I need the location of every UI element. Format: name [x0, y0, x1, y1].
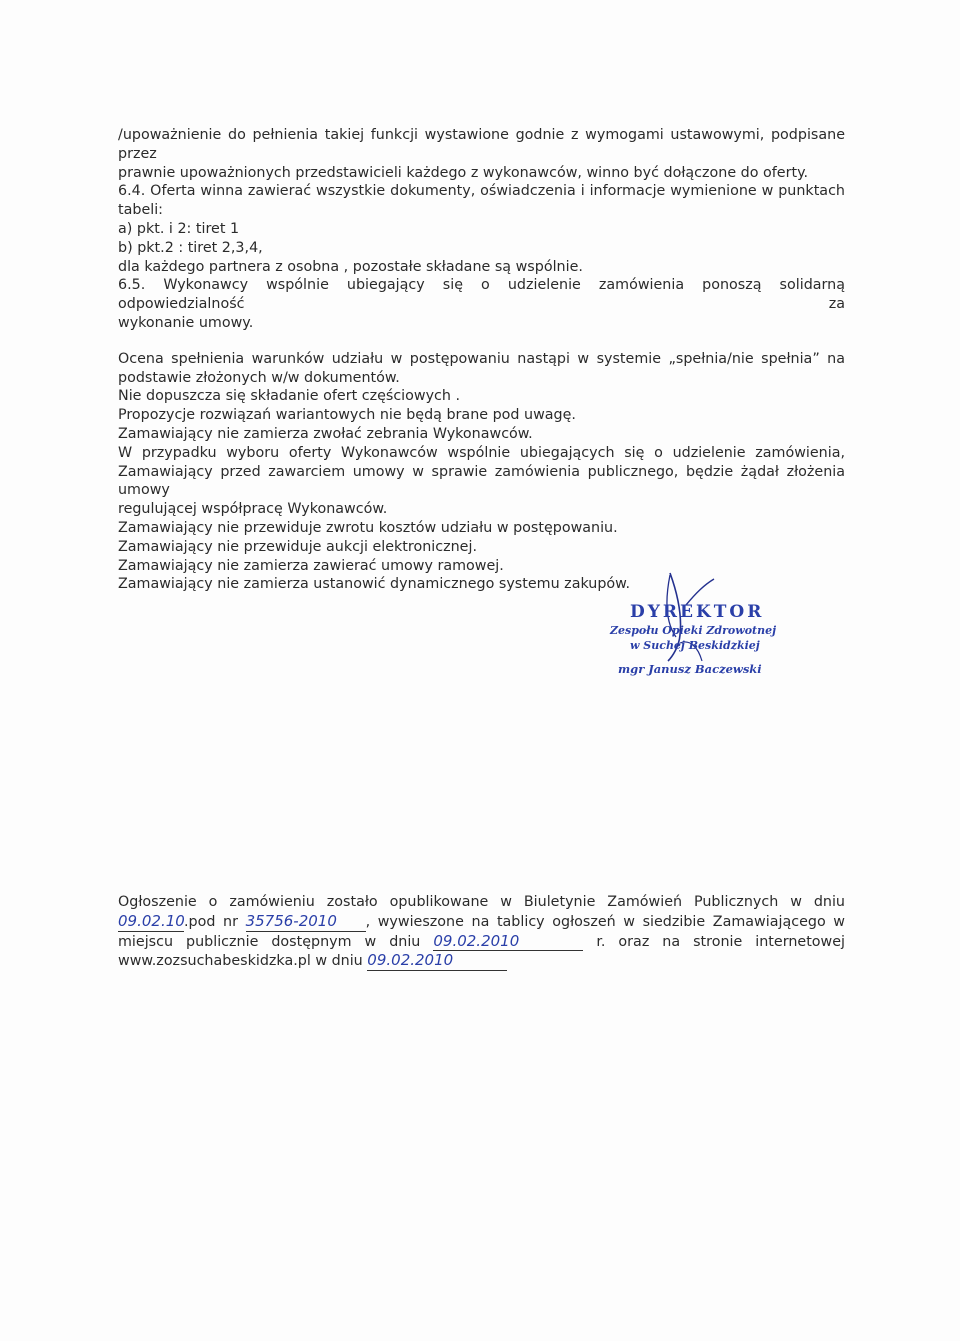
stamp-location: w Suchej Beskidzkiej — [630, 639, 760, 652]
footer-text: r. oraz na stronie internetowej — [596, 933, 846, 950]
body-line: tabeli: — [118, 202, 163, 219]
stamp-title: DYREKTOR — [630, 602, 765, 622]
footer-line: Ogłoszenie o zamówieniu zostało opublikowane w Biuletynie Zamówień Publicznych w dniu — [118, 894, 845, 910]
body-line: Zamawiający nie przewiduje aukcji elektronicznej. — [118, 538, 477, 555]
handwritten-date: 09.02.10 — [118, 911, 185, 930]
body-line: Zamawiający przed zawarciem umowy w sprawie zamówienia publicznego, będzie żądał złożenia umowy — [118, 463, 845, 499]
stamp-institution: Zespołu Opieki Zdrowotnej — [610, 624, 777, 637]
footer-text: www.zozsuchabeskidzka.pl w dniu — [118, 953, 363, 970]
stamp-name: mgr Janusz Baczewski — [618, 662, 762, 676]
body-line: 6.4. Oferta winna zawierać wszystkie dokumenty, oświadczenia i informacje wymienione w punktach — [118, 183, 845, 200]
footer-line — [118, 951, 845, 971]
body-line: 6.5. Wykonawcy wspólnie ubiegający się o udzielenie zamówienia ponoszą solidarną odpowiedzialność za — [118, 277, 845, 313]
handwritten-number: 35756-2010 — [246, 912, 366, 932]
body-line: Propozycje rozwiązań wariantowych nie będą brane pod uwagę. — [118, 407, 576, 424]
body-line: dla każdego partnera z osobna , pozostałe składane są wspólnie. — [118, 258, 583, 275]
footer-text: miejscu publicznie dostępnym w dniu — [118, 933, 421, 950]
body-line: podstawie złożonych w/w dokumentów. — [118, 369, 400, 386]
footer-line — [118, 932, 845, 952]
footer-line — [118, 912, 845, 932]
handwritten-date: 09.02.2010 — [433, 932, 583, 952]
body-line: b) pkt.2 : tiret 2,3,4, — [118, 239, 263, 256]
document-body — [118, 126, 845, 594]
handwritten-date: 09.02.2010 — [367, 951, 507, 971]
body-line: Zamawiający nie zamierza zwołać zebrania Wykonawców. — [118, 425, 533, 442]
director-stamp — [600, 602, 790, 682]
publication-note — [118, 893, 845, 971]
body-line: Zamawiający nie przewiduje zwrotu kosztów udziału w postępowaniu. — [118, 519, 618, 536]
body-line: W przypadku wyboru oferty Wykonawców wspólnie ubiegających się o udzielenie zamówienia, — [118, 444, 845, 461]
paragraph-gap — [118, 333, 845, 350]
body-line: Zamawiający nie zamierza ustanowić dynamicznego systemu zakupów. — [118, 576, 631, 593]
body-line: a) pkt. i 2: tiret 1 — [118, 220, 240, 237]
body-line: wykonanie umowy. — [118, 314, 254, 331]
body-line: /upoważnienie do pełnienia takiej funkcji wystawione godnie z wymogami ustawowymi, podpisane przez — [118, 127, 845, 162]
body-line: Nie dopuszcza się składanie ofert częściowych . — [118, 388, 461, 405]
footer-text: .pod nr — [184, 913, 238, 930]
body-line: Ocena spełnienia warunków udziału w postępowaniu nastąpi w systemie „spełnia/nie spełnia” na — [118, 350, 845, 367]
body-line: Zamawiający nie zamierza zawierać umowy ramowej. — [118, 557, 504, 574]
body-line: regulującej współpracę Wykonawców. — [118, 501, 388, 518]
footer-text: , wywieszone na tablicy ogłoszeń w siedzibie Zamawiającego w — [365, 913, 845, 930]
body-line: prawnie upoważnionych przedstawicieli każdego z wykonawców, winno być dołączone do oferty. — [118, 164, 809, 181]
